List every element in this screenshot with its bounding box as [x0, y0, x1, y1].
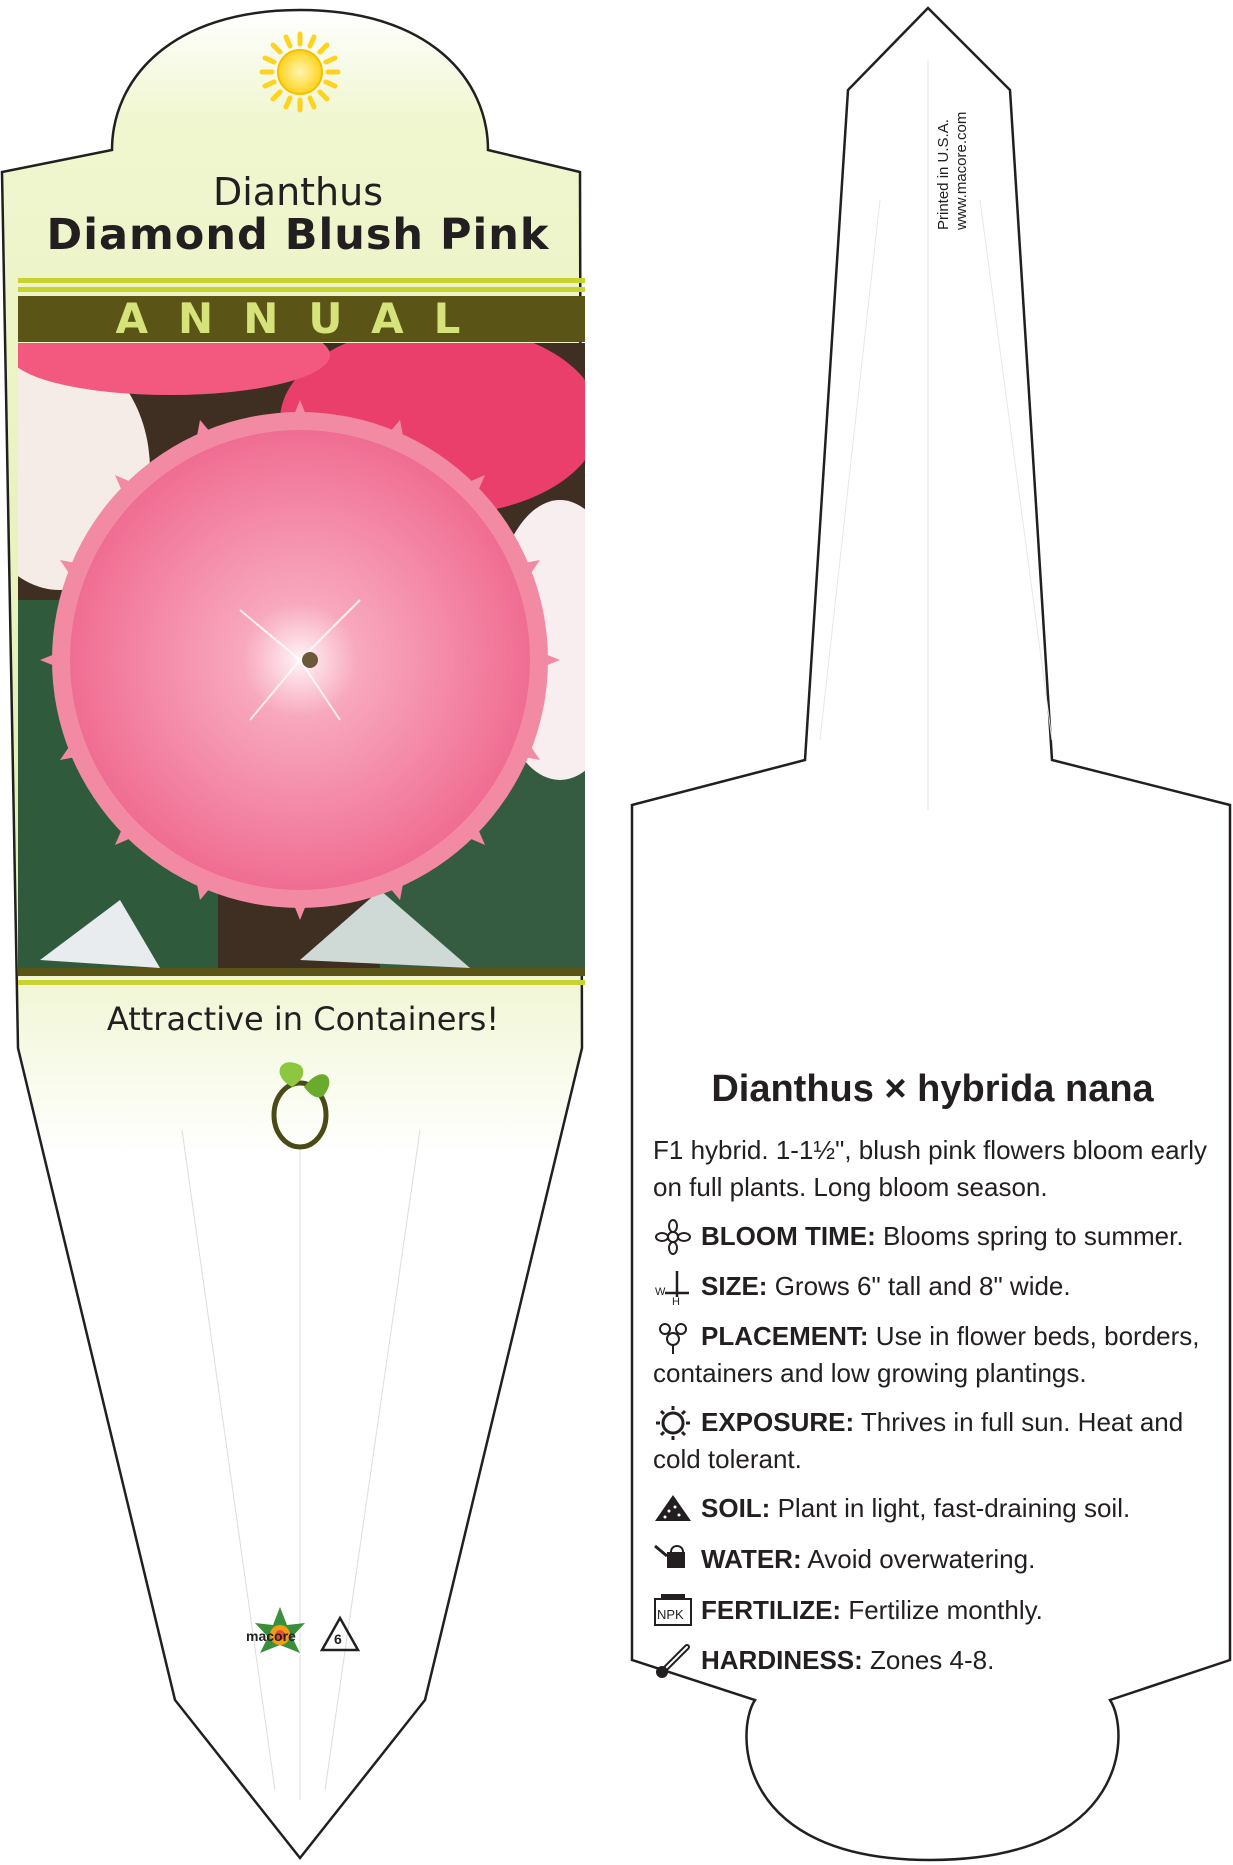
plant-description: F1 hybrid. 1-1½", blush pink flowers bloom early on full plants. Long bloom season. — [653, 1135, 1208, 1202]
variety-name: Diamond Blush Pink — [46, 210, 550, 260]
scientific-name: Dianthus × hybrida nana — [711, 1068, 1154, 1110]
hardiness-row — [653, 1642, 1218, 1679]
npk-icon-text: NPK — [657, 1607, 684, 1622]
printer-credit — [935, 112, 971, 230]
printed-in: Printed in U.S.A. — [935, 119, 952, 230]
size-icon — [653, 1269, 693, 1305]
thermometer-icon — [653, 1643, 693, 1679]
water-label: WATER: — [701, 1544, 802, 1574]
placement-icon — [653, 1319, 693, 1355]
category-label: ANNUAL — [115, 294, 491, 343]
size-icon-w: W — [655, 1286, 666, 1298]
fertilize-row — [653, 1592, 1218, 1629]
bloom-time-label: BLOOM TIME: — [701, 1221, 876, 1251]
bloom-time-row — [653, 1218, 1218, 1255]
npk-icon — [653, 1593, 693, 1629]
placement-label: PLACEMENT: — [701, 1321, 869, 1351]
soil-row — [653, 1490, 1218, 1527]
placement-text: Use in flower beds, borders, containers and low growing plantings. — [653, 1321, 1200, 1388]
exposure-row — [653, 1404, 1218, 1478]
size-text: Grows 6" tall and 8" wide. — [774, 1271, 1071, 1301]
exposure-text: Thrives in full sun. Heat and cold tolerant. — [653, 1407, 1184, 1474]
fertilize-label: FERTILIZE: — [701, 1595, 842, 1625]
size-icon-h: H — [672, 1296, 680, 1305]
exposure-label: EXPOSURE: — [701, 1407, 855, 1437]
recycle-code: 6 — [334, 1631, 342, 1647]
brand-name: macore — [246, 1628, 296, 1644]
water-text: Avoid overwatering. — [807, 1544, 1036, 1574]
flower-icon — [653, 1219, 693, 1255]
soil-icon — [653, 1491, 693, 1527]
sun-icon — [653, 1405, 693, 1441]
soil-label: SOIL: — [701, 1493, 771, 1523]
tagline: Attractive in Containers! — [106, 1000, 500, 1038]
back-tag-outline — [632, 8, 1230, 1860]
hardiness-text: Zones 4-8. — [870, 1645, 995, 1675]
bloom-time-text: Blooms spring to summer. — [883, 1221, 1184, 1251]
size-row — [653, 1268, 1218, 1305]
watering-can-icon — [653, 1542, 693, 1578]
sun-icon — [262, 34, 338, 110]
genus-name: Dianthus — [212, 170, 384, 214]
flower-photo — [0, 315, 630, 968]
water-row — [653, 1541, 1218, 1578]
soil-text: Plant in light, fast-draining soil. — [777, 1493, 1131, 1523]
fertilize-text: Fertilize monthly. — [848, 1595, 1043, 1625]
placement-row — [653, 1318, 1218, 1392]
hardiness-label: HARDINESS: — [701, 1645, 863, 1675]
size-label: SIZE: — [701, 1271, 768, 1301]
website: www.macore.com — [953, 111, 970, 230]
